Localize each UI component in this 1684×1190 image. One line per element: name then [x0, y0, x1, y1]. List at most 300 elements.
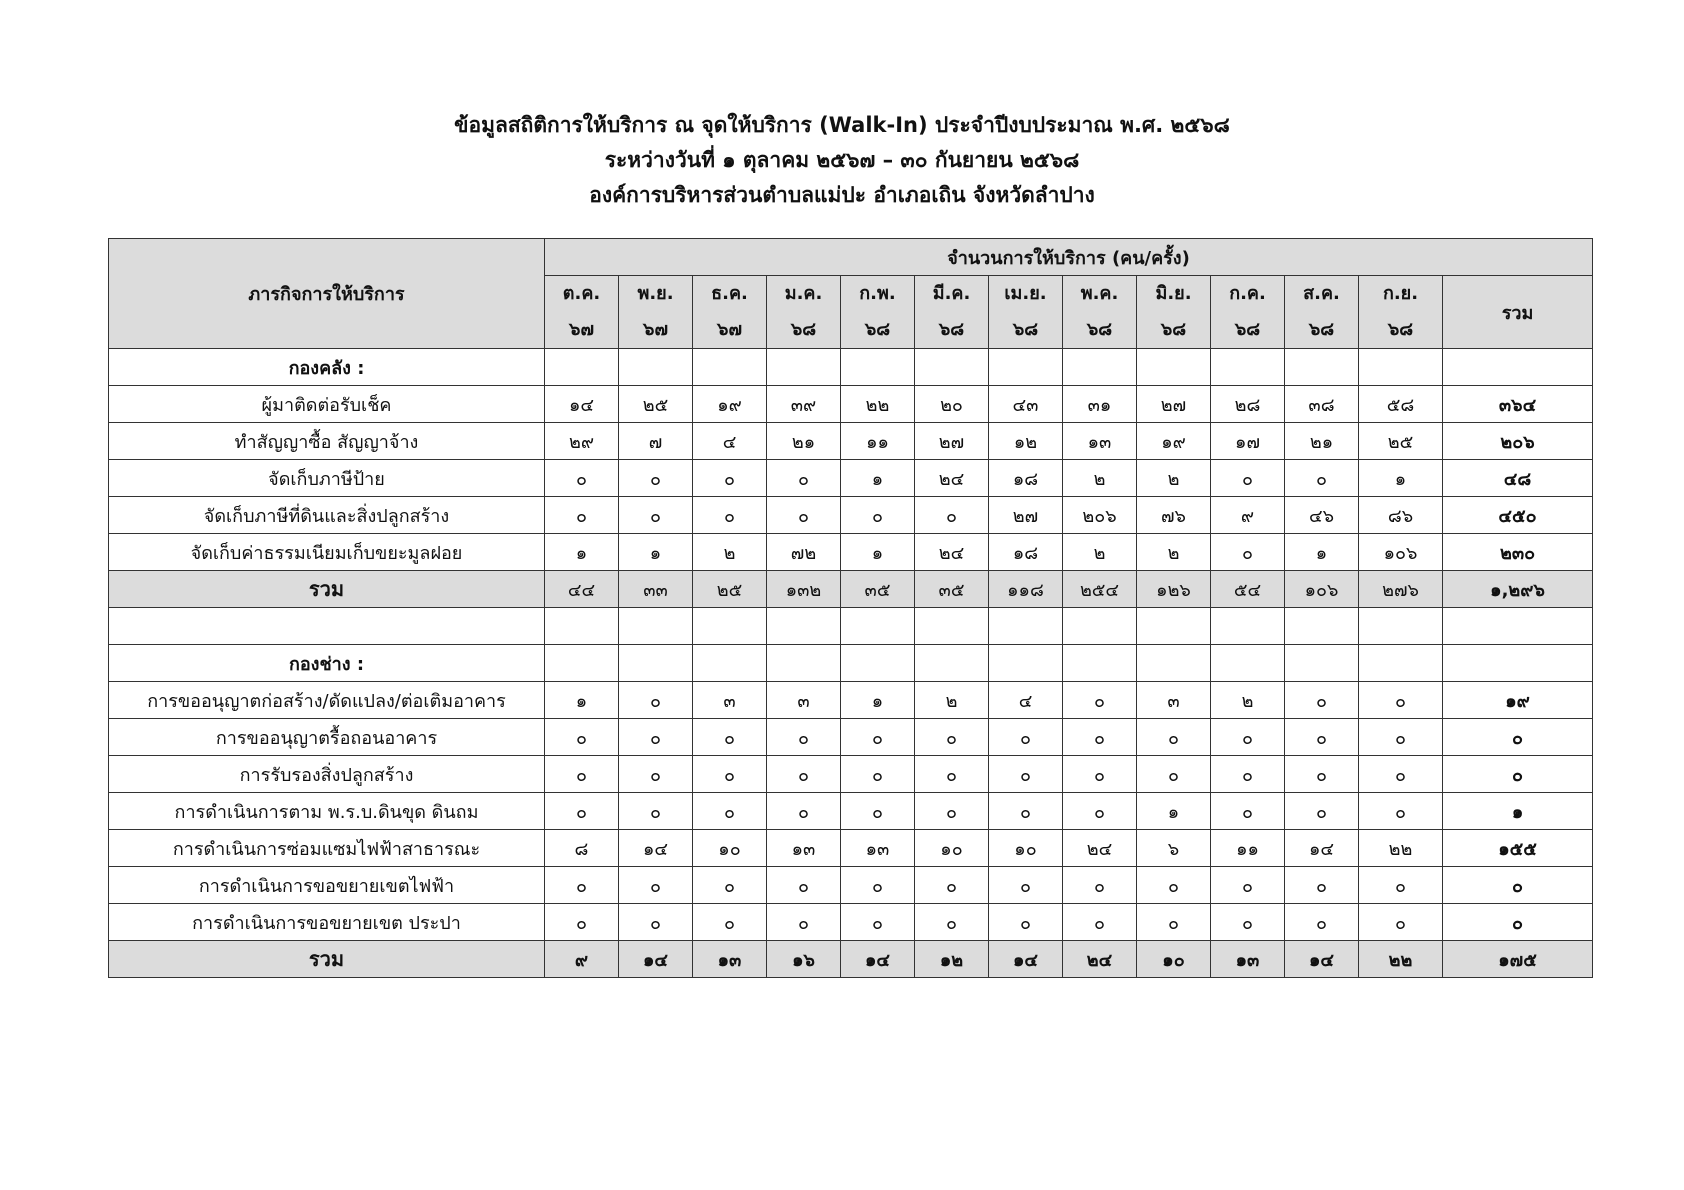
empty-cell	[989, 608, 1063, 645]
value-cell: ๑๒๖	[1137, 571, 1211, 608]
empty-cell	[1063, 608, 1137, 645]
month-year: ๖๘	[790, 319, 817, 340]
value-cell: ๐	[1063, 904, 1137, 941]
row-label: จัดเก็บภาษีป้าย	[109, 460, 545, 497]
value-cell: ๗	[619, 423, 693, 460]
value-cell: ๐	[915, 904, 989, 941]
title-line-2: ระหว่างวันที่ ๑ ตุลาคม ๒๕๖๗ – ๓๐ กันยายน ๒๕๖๘	[604, 148, 1080, 172]
empty-cell	[619, 608, 693, 645]
value-cell: ๐	[915, 756, 989, 793]
value-cell: ๐	[1359, 793, 1443, 830]
value-cell: ๐	[841, 793, 915, 830]
table-row	[109, 460, 1593, 497]
value-cell: ๐	[841, 904, 915, 941]
month-header	[619, 276, 693, 349]
value-cell: ๒๗๖	[1359, 571, 1443, 608]
value-cell: ๐	[767, 793, 841, 830]
value-cell: ๑๔	[619, 941, 693, 978]
month-year: ๖๗	[569, 319, 594, 340]
value-cell: ๙	[545, 941, 619, 978]
empty-cell	[545, 645, 619, 682]
row-label: ทำสัญญาซื้อ สัญญาจ้าง	[109, 423, 545, 460]
empty-cell	[989, 645, 1063, 682]
value-cell: ๑๔	[1285, 830, 1359, 867]
value-cell: ๑๔	[841, 941, 915, 978]
value-cell: ๐	[1137, 756, 1211, 793]
total-cell: ๐	[1443, 719, 1593, 756]
empty-cell	[767, 349, 841, 386]
empty-cell	[841, 645, 915, 682]
empty-cell	[1063, 645, 1137, 682]
total-cell: ๒๐๖	[1443, 423, 1593, 460]
service-statistics-table	[108, 238, 1593, 978]
value-cell: ๐	[619, 756, 693, 793]
empty-cell	[915, 349, 989, 386]
value-cell: ๐	[767, 719, 841, 756]
value-cell: ๐	[693, 756, 767, 793]
value-cell: ๐	[1359, 719, 1443, 756]
sum-row	[109, 571, 1593, 608]
value-cell: ๑๓	[841, 830, 915, 867]
value-cell: ๐	[841, 867, 915, 904]
value-cell: ๐	[619, 719, 693, 756]
value-cell: ๑	[841, 534, 915, 571]
value-cell: ๓๙	[767, 386, 841, 423]
value-cell: ๒๕๔	[1063, 571, 1137, 608]
value-cell: ๑๒	[915, 941, 989, 978]
value-cell: ๑๑	[841, 423, 915, 460]
value-cell: ๒๘	[1211, 386, 1285, 423]
value-cell: ๔๓	[989, 386, 1063, 423]
empty-cell	[545, 349, 619, 386]
value-cell: ๑๐	[915, 830, 989, 867]
value-cell: ๑๙	[693, 386, 767, 423]
value-cell: ๕๘	[1359, 386, 1443, 423]
value-cell: ๑๔	[1285, 941, 1359, 978]
table-row	[109, 682, 1593, 719]
document-title-block	[0, 108, 1684, 213]
empty-cell	[1443, 608, 1593, 645]
value-cell: ๐	[545, 756, 619, 793]
total-cell: ๑๙	[1443, 682, 1593, 719]
value-cell: ๒	[1063, 534, 1137, 571]
section-label: กองช่าง :	[109, 645, 545, 682]
total-cell: ๐	[1443, 867, 1593, 904]
month-name: ก.พ.	[859, 283, 896, 304]
month-header	[693, 276, 767, 349]
value-cell: ๐	[1285, 682, 1359, 719]
table-row	[109, 867, 1593, 904]
value-cell: ๑	[1137, 793, 1211, 830]
section-header-row	[109, 349, 1593, 386]
table-row	[109, 830, 1593, 867]
value-cell: ๒	[1063, 460, 1137, 497]
month-year: ๖๘	[1160, 319, 1187, 340]
value-cell: ๑๐	[989, 830, 1063, 867]
month-header	[1137, 276, 1211, 349]
value-cell: ๑๓	[1063, 423, 1137, 460]
empty-cell	[693, 349, 767, 386]
value-cell: ๑๓	[767, 830, 841, 867]
value-cell: ๐	[1063, 756, 1137, 793]
month-year: ๖๗	[717, 319, 742, 340]
empty-cell	[1137, 608, 1211, 645]
value-cell: ๐	[619, 497, 693, 534]
value-cell: ๒	[915, 682, 989, 719]
month-year: ๖๘	[1308, 319, 1335, 340]
month-name: มี.ค.	[932, 283, 971, 304]
header-row-1	[109, 239, 1593, 276]
total-column-header: รวม	[1443, 276, 1593, 349]
month-name: ต.ค.	[562, 283, 601, 304]
value-cell: ๒๐	[915, 386, 989, 423]
table-row	[109, 793, 1593, 830]
value-cell: ๐	[1285, 756, 1359, 793]
total-cell: ๑๕๕	[1443, 830, 1593, 867]
value-cell: ๑	[619, 534, 693, 571]
value-cell: ๑๖	[767, 941, 841, 978]
value-cell: ๑๓๒	[767, 571, 841, 608]
value-cell: ๐	[989, 756, 1063, 793]
value-cell: ๐	[1285, 904, 1359, 941]
table-row	[109, 497, 1593, 534]
sum-label: รวม	[109, 941, 545, 978]
value-cell: ๔	[693, 423, 767, 460]
month-name: เม.ย.	[1004, 283, 1047, 304]
value-cell: ๔๔	[545, 571, 619, 608]
table-row	[109, 756, 1593, 793]
value-cell: ๑	[1359, 460, 1443, 497]
empty-cell	[1443, 349, 1593, 386]
value-cell: ๒	[1137, 534, 1211, 571]
month-name: พ.ย.	[637, 283, 674, 304]
month-header	[767, 276, 841, 349]
empty-cell	[767, 645, 841, 682]
table-row	[109, 534, 1593, 571]
value-cell: ๑๑๘	[989, 571, 1063, 608]
value-cell: ๒๔	[1063, 830, 1137, 867]
value-cell: ๒๕	[619, 386, 693, 423]
value-cell: ๐	[1063, 793, 1137, 830]
value-cell: ๐	[693, 867, 767, 904]
spacer-row	[109, 608, 1593, 645]
value-cell: ๒๒	[841, 386, 915, 423]
value-cell: ๒๗	[1137, 386, 1211, 423]
value-cell: ๖	[1137, 830, 1211, 867]
row-label: จัดเก็บค่าธรรมเนียมเก็บขยะมูลฝอย	[109, 534, 545, 571]
row-label: การดำเนินการซ่อมแซมไฟฟ้าสาธารณะ	[109, 830, 545, 867]
value-cell: ๐	[545, 867, 619, 904]
empty-cell	[1211, 349, 1285, 386]
row-label: การดำเนินการขอขยายเขตไฟฟ้า	[109, 867, 545, 904]
value-cell: ๐	[1063, 719, 1137, 756]
value-cell: ๓	[767, 682, 841, 719]
row-label: การดำเนินการตาม พ.ร.บ.ดินขุด ดินถม	[109, 793, 545, 830]
value-cell: ๐	[767, 756, 841, 793]
value-cell: ๒๒	[1359, 941, 1443, 978]
month-year: ๖๘	[938, 319, 965, 340]
month-header	[841, 276, 915, 349]
empty-cell	[1359, 608, 1443, 645]
value-cell: ๐	[1359, 867, 1443, 904]
value-cell: ๐	[619, 904, 693, 941]
value-cell: ๐	[1137, 719, 1211, 756]
month-header	[915, 276, 989, 349]
value-cell: ๑๐	[693, 830, 767, 867]
value-cell: ๐	[1137, 867, 1211, 904]
table-row	[109, 719, 1593, 756]
month-name: ก.ค.	[1229, 283, 1266, 304]
value-cell: ๐	[1285, 719, 1359, 756]
value-cell: ๓	[1137, 682, 1211, 719]
empty-cell	[545, 608, 619, 645]
value-cell: ๐	[915, 497, 989, 534]
value-cell: ๐	[1359, 682, 1443, 719]
value-cell: ๑๔	[989, 941, 1063, 978]
value-cell: ๒๙	[545, 423, 619, 460]
total-cell: ๐	[1443, 904, 1593, 941]
value-cell: ๑	[841, 460, 915, 497]
month-header	[1063, 276, 1137, 349]
empty-cell	[1137, 645, 1211, 682]
value-cell: ๒๕	[693, 571, 767, 608]
value-cell: ๑๗	[1211, 423, 1285, 460]
month-name: มิ.ย.	[1155, 283, 1192, 304]
value-cell: ๐	[545, 904, 619, 941]
value-cell: ๐	[1211, 904, 1285, 941]
value-cell: ๐	[1211, 534, 1285, 571]
value-cell: ๒๐๖	[1063, 497, 1137, 534]
row-label: การขออนุญาตรื้อถอนอาคาร	[109, 719, 545, 756]
value-cell: ๐	[989, 867, 1063, 904]
empty-cell	[1443, 645, 1593, 682]
value-cell: ๐	[915, 793, 989, 830]
table-row	[109, 423, 1593, 460]
value-cell: ๓๓	[619, 571, 693, 608]
value-cell: ๑๓	[693, 941, 767, 978]
value-cell: ๐	[693, 719, 767, 756]
row-label: ผู้มาติดต่อรับเช็ค	[109, 386, 545, 423]
value-cell: ๒	[693, 534, 767, 571]
row-label: การดำเนินการขอขยายเขต ประปา	[109, 904, 545, 941]
value-cell: ๘๖	[1359, 497, 1443, 534]
value-cell: ๐	[1063, 867, 1137, 904]
empty-cell	[767, 608, 841, 645]
value-cell: ๑	[1285, 534, 1359, 571]
value-cell: ๑	[545, 682, 619, 719]
value-cell: ๐	[841, 719, 915, 756]
row-label: จัดเก็บภาษีที่ดินและสิ่งปลูกสร้าง	[109, 497, 545, 534]
value-cell: ๐	[693, 497, 767, 534]
value-cell: ๐	[693, 460, 767, 497]
empty-cell	[1211, 608, 1285, 645]
month-year: ๖๘	[1387, 319, 1414, 340]
value-cell: ๐	[545, 793, 619, 830]
month-header	[1359, 276, 1443, 349]
month-year: ๖๘	[1086, 319, 1113, 340]
total-cell: ๔๘	[1443, 460, 1593, 497]
value-cell: ๒๑	[767, 423, 841, 460]
value-cell: ๑	[545, 534, 619, 571]
value-cell: ๒๑	[1285, 423, 1359, 460]
value-cell: ๐	[767, 460, 841, 497]
value-cell: ๔	[989, 682, 1063, 719]
row-label: การรับรองสิ่งปลูกสร้าง	[109, 756, 545, 793]
value-cell: ๐	[1285, 793, 1359, 830]
month-name: ก.ย.	[1382, 283, 1419, 304]
value-cell: ๐	[1063, 682, 1137, 719]
empty-cell	[693, 645, 767, 682]
value-cell: ๐	[1137, 904, 1211, 941]
value-cell: ๐	[989, 904, 1063, 941]
value-cell: ๐	[989, 719, 1063, 756]
value-cell: ๑	[841, 682, 915, 719]
total-cell: ๑,๒๙๖	[1443, 571, 1593, 608]
value-cell: ๑๑	[1211, 830, 1285, 867]
month-year: ๖๗	[643, 319, 668, 340]
value-cell: ๐	[1211, 867, 1285, 904]
month-name: ส.ค.	[1303, 283, 1340, 304]
value-cell: ๑๐	[1137, 941, 1211, 978]
empty-cell	[1285, 349, 1359, 386]
empty-cell	[915, 645, 989, 682]
value-cell: ๕๔	[1211, 571, 1285, 608]
value-cell: ๑๒	[989, 423, 1063, 460]
value-cell: ๐	[915, 719, 989, 756]
value-cell: ๒๔	[1063, 941, 1137, 978]
value-cell: ๐	[693, 793, 767, 830]
mission-column-header: ภารกิจการให้บริการ	[109, 239, 545, 349]
empty-cell	[619, 645, 693, 682]
value-cell: ๐	[1211, 793, 1285, 830]
value-cell: ๓๘	[1285, 386, 1359, 423]
value-cell: ๐	[767, 497, 841, 534]
empty-cell	[1137, 349, 1211, 386]
value-cell: ๓๕	[841, 571, 915, 608]
value-cell: ๗๖	[1137, 497, 1211, 534]
value-cell: ๐	[545, 497, 619, 534]
empty-cell	[915, 608, 989, 645]
value-cell: ๒๔	[915, 460, 989, 497]
sum-label: รวม	[109, 571, 545, 608]
month-name: ม.ค.	[784, 283, 823, 304]
empty-cell	[1063, 349, 1137, 386]
month-year: ๖๘	[864, 319, 891, 340]
value-cell: ๐	[1359, 756, 1443, 793]
value-cell: ๐	[619, 460, 693, 497]
value-cell: ๐	[767, 867, 841, 904]
month-year: ๖๘	[1234, 319, 1261, 340]
value-cell: ๒๒	[1359, 830, 1443, 867]
value-cell: ๒๗	[989, 497, 1063, 534]
empty-cell	[1211, 645, 1285, 682]
value-cell: ๐	[841, 497, 915, 534]
value-cell: ๒๗	[915, 423, 989, 460]
value-cell: ๐	[1285, 867, 1359, 904]
value-cell: ๐	[1211, 756, 1285, 793]
value-cell: ๗๒	[767, 534, 841, 571]
total-cell: ๐	[1443, 756, 1593, 793]
month-header	[1211, 276, 1285, 349]
value-cell: ๒	[1137, 460, 1211, 497]
value-cell: ๑๐๖	[1285, 571, 1359, 608]
value-cell: ๐	[619, 793, 693, 830]
section-label: กองคลัง :	[109, 349, 545, 386]
empty-cell	[693, 608, 767, 645]
month-header	[1285, 276, 1359, 349]
value-cell: ๐	[767, 904, 841, 941]
month-header	[545, 276, 619, 349]
empty-cell	[841, 608, 915, 645]
value-cell: ๐	[1211, 460, 1285, 497]
value-cell: ๑๓	[1211, 941, 1285, 978]
row-label: การขออนุญาตก่อสร้าง/ดัดแปลง/ต่อเติมอาคาร	[109, 682, 545, 719]
total-cell: ๔๕๐	[1443, 497, 1593, 534]
value-cell: ๔๖	[1285, 497, 1359, 534]
empty-cell	[1359, 645, 1443, 682]
table-row	[109, 904, 1593, 941]
total-cell: ๑๗๕	[1443, 941, 1593, 978]
value-cell: ๓	[693, 682, 767, 719]
value-cell: ๑๘	[989, 460, 1063, 497]
value-cell: ๑๘	[989, 534, 1063, 571]
value-cell: ๐	[619, 867, 693, 904]
total-cell: ๒๓๐	[1443, 534, 1593, 571]
value-cell: ๒๔	[915, 534, 989, 571]
section-header-row	[109, 645, 1593, 682]
sum-row	[109, 941, 1593, 978]
title-line-1: ข้อมูลสถิติการให้บริการ ณ จุดให้บริการ (Walk-In) ประจำปีงบประมาณ พ.ศ. ๒๕๖๘	[454, 113, 1230, 137]
value-cell: ๐	[545, 460, 619, 497]
month-header	[989, 276, 1063, 349]
service-count-group-header: จำนวนการให้บริการ (คน/ครั้ง)	[545, 239, 1593, 276]
empty-cell	[619, 349, 693, 386]
value-cell: ๐	[619, 682, 693, 719]
value-cell: ๑๐๖	[1359, 534, 1443, 571]
value-cell: ๒	[1211, 682, 1285, 719]
value-cell: ๐	[545, 719, 619, 756]
value-cell: ๐	[693, 904, 767, 941]
empty-cell	[841, 349, 915, 386]
value-cell: ๐	[989, 793, 1063, 830]
empty-cell	[1359, 349, 1443, 386]
month-year: ๖๘	[1012, 319, 1039, 340]
value-cell: ๘	[545, 830, 619, 867]
title-line-3: องค์การบริหารส่วนตำบลแม่ปะ อำเภอเถิน จังหวัดลำปาง	[589, 183, 1095, 207]
value-cell: ๐	[915, 867, 989, 904]
empty-cell	[1285, 608, 1359, 645]
empty-cell	[1285, 645, 1359, 682]
value-cell: ๐	[841, 756, 915, 793]
empty-cell	[109, 608, 545, 645]
month-name: ธ.ค.	[711, 283, 748, 304]
total-cell: ๑	[1443, 793, 1593, 830]
value-cell: ๐	[1211, 719, 1285, 756]
value-cell: ๐	[1359, 904, 1443, 941]
value-cell: ๓๕	[915, 571, 989, 608]
value-cell: ๑๔	[545, 386, 619, 423]
total-cell: ๓๖๔	[1443, 386, 1593, 423]
value-cell: ๙	[1211, 497, 1285, 534]
value-cell: ๓๑	[1063, 386, 1137, 423]
value-cell: ๑๙	[1137, 423, 1211, 460]
empty-cell	[989, 349, 1063, 386]
value-cell: ๑๔	[619, 830, 693, 867]
table-row	[109, 386, 1593, 423]
value-cell: ๒๕	[1359, 423, 1443, 460]
month-name: พ.ค.	[1080, 283, 1119, 304]
value-cell: ๐	[1285, 460, 1359, 497]
